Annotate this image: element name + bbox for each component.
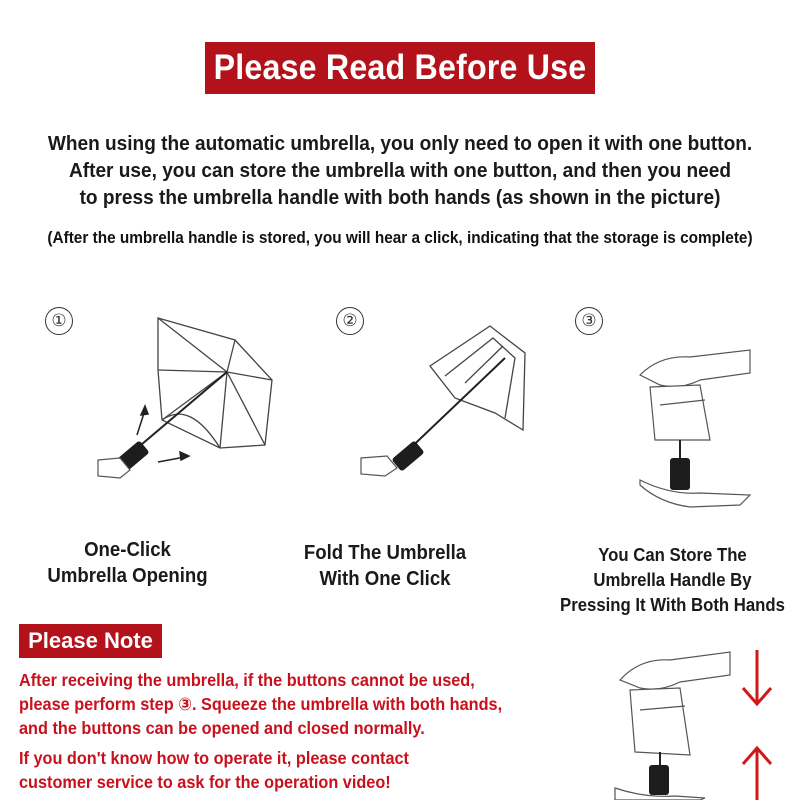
note-line: please perform step ③. Squeeze the umbrella with both hands, [19, 694, 503, 714]
page-title: Please Read Before Use [213, 48, 587, 87]
folded-umbrella-icon [355, 318, 555, 488]
open-umbrella-icon [90, 300, 290, 495]
caption-line: One-Click [84, 539, 171, 561]
contact-line: customer service to ask for the operation video! [19, 772, 391, 792]
intro-line: When using the automatic umbrella, you only need to open it with one button. [47, 132, 753, 155]
step-3-caption [545, 543, 800, 618]
note-line: After receiving the umbrella, if the buttons cannot be used, [19, 670, 475, 690]
note-line: and the buttons can be opened and closed normally. [19, 718, 425, 738]
title-banner [205, 42, 595, 94]
intro-line: After use, you can store the umbrella with one button, and then you need [68, 159, 732, 182]
step-number-1: ① [45, 307, 73, 335]
step-number-2: ② [336, 307, 364, 335]
squeeze-handle-icon [605, 640, 795, 800]
caption-line: Umbrella Handle By [593, 570, 752, 590]
caption-line: Fold The Umbrella [303, 542, 467, 564]
caption-line: With One Click [319, 568, 451, 590]
please-note-badge [19, 624, 162, 658]
step-number-3: ③ [575, 307, 603, 335]
caption-line: You Can Store The [598, 545, 747, 565]
please-note-label: Please Note [28, 628, 153, 653]
intro-line: to press the umbrella handle with both hands (as shown in the picture) [79, 186, 721, 209]
caption-line: Pressing It With Both Hands [560, 595, 785, 615]
intro-text [0, 130, 800, 211]
press-handle-icon [630, 345, 760, 510]
caption-line: Umbrella Opening [47, 565, 208, 587]
step-2-caption [260, 540, 510, 592]
step-1-caption [10, 537, 245, 589]
note-text [19, 668, 579, 794]
contact-line: If you don't know how to operate it, please contact [19, 748, 409, 768]
storage-notice: (After the umbrella handle is stored, you will hear a click, indicating that the storage is complete) [47, 229, 753, 247]
